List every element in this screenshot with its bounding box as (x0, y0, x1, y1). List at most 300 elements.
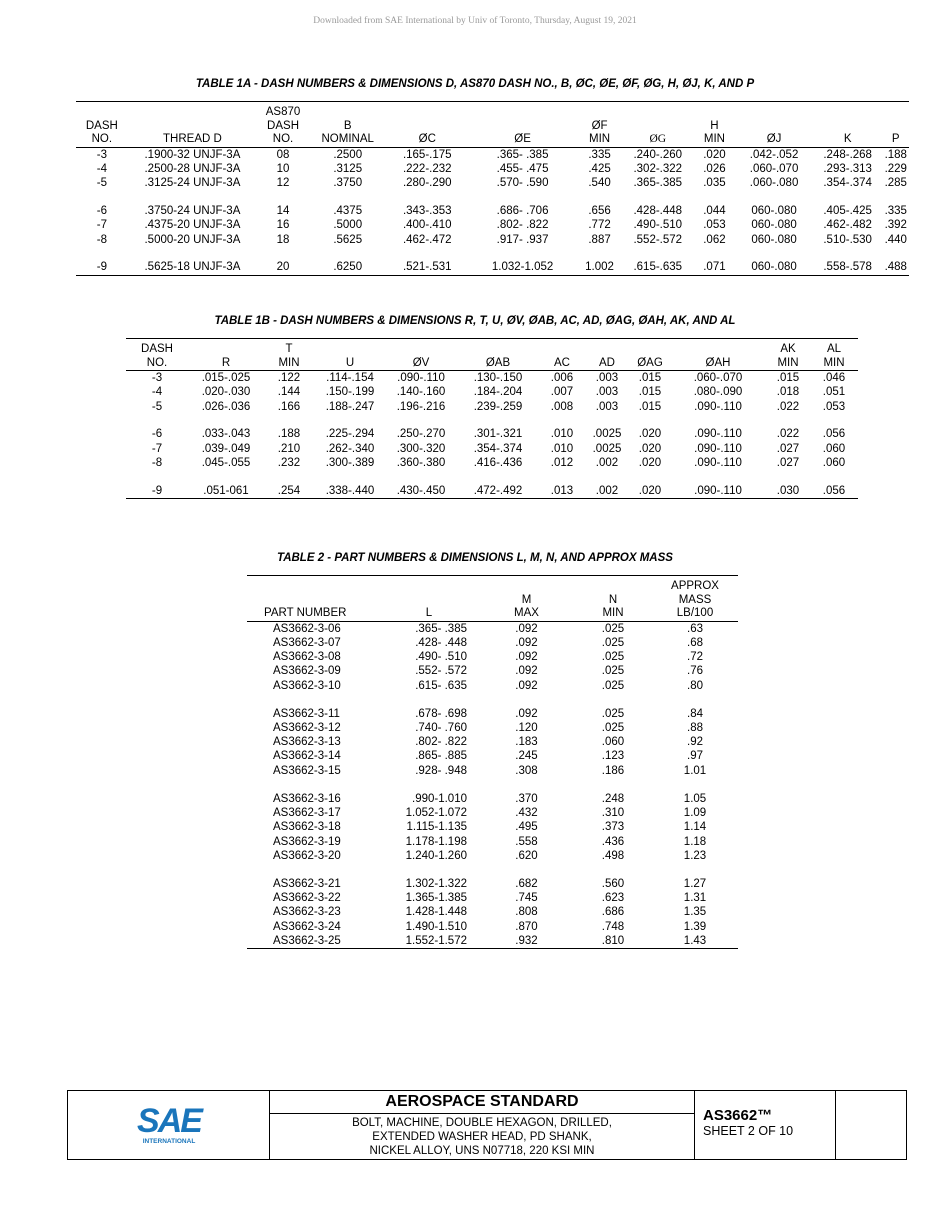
cell-ak: .022 (776, 400, 800, 413)
table-1b-header-t-1: T (264, 339, 314, 357)
cell-al: .046 (822, 372, 846, 384)
row-spacer-cell (247, 778, 738, 792)
cell-b: .6250 (309, 260, 387, 275)
cell-dash: -6 (96, 204, 107, 217)
table-1a-header-thread-d: THREAD D (128, 133, 257, 147)
cell-n: .025 (601, 721, 625, 734)
cell-r: .033-.043 (201, 428, 251, 441)
row-spacer-cell (76, 247, 909, 261)
cell-as870: 18 (276, 233, 290, 246)
table-row (126, 484, 858, 499)
cell-g: .552-.572 (633, 233, 683, 246)
cell-dash: -8 (96, 233, 107, 246)
row-spacer-cell (76, 190, 909, 204)
cell-as870: 12 (276, 177, 290, 190)
cell-f: .425 (588, 162, 611, 175)
cell-al: .051 (822, 386, 846, 399)
table-row (247, 905, 738, 919)
cell-l: 1.365-1.385 (405, 892, 467, 905)
cell-ak: .027 (776, 457, 800, 470)
cell-pn: AS3662-3-21 (273, 877, 341, 890)
cell-al: .053 (822, 400, 846, 413)
table-row (247, 920, 738, 934)
cell-dash: -4 (96, 162, 107, 175)
cell-r: .051-061 (188, 484, 264, 499)
cell-thread: .3750-24 UNJF-3A (144, 204, 241, 217)
cell-l: .678- .698 (415, 707, 467, 720)
cell-p: .229 (884, 162, 907, 175)
cell-m: .183 (515, 736, 538, 749)
cell-h: .026 (703, 162, 726, 175)
table-row (247, 721, 738, 735)
cell-ad: .003 (595, 386, 619, 399)
cell-ah: .090-.110 (694, 400, 742, 413)
cell-u: .300-.389 (325, 457, 375, 470)
row-spacer (247, 693, 738, 707)
cell-thread: .2500-28 UNJF-3A (144, 162, 241, 175)
table-row (76, 162, 909, 176)
table-row (247, 650, 738, 664)
row-spacer (126, 414, 858, 428)
cell-mass: .63 (687, 622, 703, 635)
cell-ac: .013 (540, 484, 584, 499)
cell-j: .060-.080 (749, 177, 799, 190)
cell-pn: AS3662-3-24 (273, 920, 341, 933)
table-2-header-l: L (379, 607, 479, 621)
table-2-header-part-number: PART NUMBER (247, 607, 379, 621)
table-1a-header-b-2: NOMINAL (309, 133, 387, 147)
cell-n: .060 (601, 736, 625, 749)
row-spacer (76, 247, 909, 261)
cell-b: .3125 (333, 162, 363, 175)
cell-k: .248-.268 (823, 148, 872, 161)
cell-thread: .4375-20 UNJF-3A (144, 219, 241, 232)
table-row (76, 204, 909, 218)
cell-h: .035 (703, 177, 726, 190)
cell-n: .623 (601, 892, 625, 905)
cell-k: .510-.530 (823, 233, 872, 246)
cell-dash: -3 (151, 372, 163, 384)
cell-ab: .239-.259 (473, 400, 523, 413)
cell-l: .865- .885 (415, 750, 467, 763)
cell-m: .120 (515, 721, 538, 734)
cell-v: .196-.216 (396, 400, 446, 413)
cell-m: .092 (515, 622, 538, 635)
table-1a-title: TABLE 1A - DASH NUMBERS & DIMENSIONS D, AS870 DASH NO., B, ØC, ØE, ØF, ØG, H, ØJ, K, AND P (195, 78, 755, 90)
table-1b-header-ak-1: AK (766, 339, 810, 357)
cell-n: .310 (601, 806, 625, 819)
cell-ac: .010 (550, 428, 574, 441)
table-1a-header-as870: AS870 (257, 102, 309, 120)
cell-ak: .018 (776, 386, 800, 399)
cell-ad: .003 (595, 372, 619, 384)
cell-mass: 1.09 (683, 806, 707, 819)
cell-pn: AS3662-3-15 (273, 764, 341, 777)
logo-cell (68, 1091, 270, 1159)
cell-m: .370 (515, 792, 538, 805)
table-1b-header-dash-2: NO. (126, 357, 188, 371)
cell-m: .432 (515, 806, 538, 819)
cell-u: .338-.440 (314, 484, 386, 499)
cell-k: .462-.482 (823, 219, 872, 232)
table-row (247, 891, 738, 905)
row-spacer (76, 190, 909, 204)
cell-n: .025 (601, 622, 625, 635)
cell-thread: .3125-24 UNJF-3A (144, 177, 241, 190)
sae-logo-subtext: INTERNATIONAL (142, 1138, 196, 1145)
table-1a-header-b-1: B (343, 119, 352, 132)
cell-n: .025 (601, 636, 625, 649)
table-row (247, 764, 738, 778)
cell-m: .308 (515, 764, 538, 777)
cell-as870: 16 (276, 219, 290, 232)
row-spacer-cell (247, 863, 738, 877)
cell-ah: .090-.110 (694, 442, 742, 455)
cell-m: .745 (515, 892, 538, 905)
table-row (76, 218, 909, 232)
cell-r: .039-.049 (201, 442, 251, 455)
table-1a-header-h-2: MIN (694, 133, 736, 147)
table-row (247, 636, 738, 650)
cell-j: .060-.070 (749, 162, 799, 175)
cell-m: .808 (515, 906, 538, 919)
cell-mass: .76 (687, 665, 703, 678)
cell-dash: -5 (151, 400, 163, 413)
cell-dash: -5 (96, 177, 107, 190)
cell-pn: AS3662-3-22 (273, 892, 341, 905)
table-1b-header-v: ØV (386, 357, 456, 371)
table-2-header-mass-3: LB/100 (652, 607, 738, 621)
table-row (76, 233, 909, 247)
table-row (247, 735, 738, 749)
cell-h: .062 (703, 233, 726, 246)
cell-dash: -4 (151, 386, 163, 399)
table-row (247, 934, 738, 949)
cell-dash: -8 (151, 457, 163, 470)
cell-n: .498 (601, 849, 625, 862)
cell-k: .354-.374 (823, 177, 872, 190)
table-1a-header-f-1: ØF (591, 119, 608, 132)
cell-m: .870 (515, 920, 538, 933)
cell-mass: 1.35 (683, 906, 707, 919)
cell-t: .210 (277, 442, 301, 455)
cell-mass: .97 (687, 750, 703, 763)
table-1b-header-al-1: AL (810, 339, 858, 357)
cell-e: .570- .590 (496, 177, 549, 190)
cell-ag: .020 (638, 457, 662, 470)
table-2-header-n-1: N (608, 593, 618, 606)
sheet-number: SHEET 2 OF 10 (703, 1124, 794, 1138)
cell-l: 1.552-1.572 (379, 934, 479, 949)
cell-as870: 08 (276, 148, 290, 161)
cell-dash: -7 (96, 219, 107, 232)
cell-mass: 1.31 (683, 892, 707, 905)
table-2-header-mass-2: MASS (678, 593, 712, 606)
table-2-header-m-1: M (521, 593, 532, 606)
cell-c: .222-.232 (402, 162, 452, 175)
cell-v: .360-.380 (396, 457, 446, 470)
cell-t: .232 (277, 457, 301, 470)
cell-f: .887 (588, 233, 611, 246)
cell-pn: AS3662-3-17 (273, 806, 341, 819)
cell-mass: .68 (687, 636, 703, 649)
cell-ab: .354-.374 (473, 442, 523, 455)
cell-mass: .80 (687, 679, 703, 692)
cell-mass: 1.27 (683, 877, 707, 890)
cell-u: .188-.247 (325, 400, 375, 413)
table-row (126, 456, 858, 470)
cell-ac: .007 (550, 386, 574, 399)
cell-n: .186 (601, 764, 625, 777)
cell-l: .615- .635 (415, 679, 467, 692)
table-1b-header-ah: ØAH (670, 357, 766, 371)
cell-v: .250-.270 (396, 428, 446, 441)
table-row (126, 442, 858, 456)
cell-u: .150-.199 (325, 386, 375, 399)
cell-r: .026-.036 (201, 400, 251, 413)
cell-u: .114-.154 (326, 372, 374, 384)
row-spacer (126, 470, 858, 484)
cell-g: .365-.385 (633, 177, 683, 190)
row-spacer-cell (247, 693, 738, 707)
table-1a-header-g: ØG (622, 133, 694, 147)
cell-pn: AS3662-3-08 (273, 651, 341, 664)
cell-c: .462-.472 (402, 233, 452, 246)
table-1b-header-r: R (188, 357, 264, 371)
cell-h: .020 (703, 148, 726, 161)
cell-ag: .020 (638, 428, 662, 441)
cell-mass: .84 (687, 707, 703, 720)
standard-description (270, 1114, 694, 1158)
cell-b: .3750 (333, 177, 363, 190)
row-spacer (247, 778, 738, 792)
cell-al: .056 (822, 428, 846, 441)
table-1b-header-ad: AD (584, 357, 630, 371)
table-row (76, 176, 909, 190)
cell-m: .092 (515, 636, 538, 649)
cell-ag: .020 (638, 442, 662, 455)
cell-pn: AS3662-3-09 (273, 665, 341, 678)
table-2-title: TABLE 2 - PART NUMBERS & DIMENSIONS L, M, N, AND APPROX MASS (277, 552, 673, 564)
table-1b-header-u: U (314, 357, 386, 371)
cell-dash: -3 (96, 148, 107, 161)
table-row (76, 147, 909, 162)
cell-n: .248 (601, 792, 625, 805)
cell-l: .552- .572 (415, 665, 467, 678)
cell-l: 1.302-1.322 (405, 877, 467, 890)
table-row (247, 621, 738, 636)
cell-l: 1.052-1.072 (405, 806, 467, 819)
cell-ah: .080-.090 (693, 386, 743, 399)
cell-ad: .0025 (592, 428, 622, 441)
cell-m: .245 (515, 750, 538, 763)
cell-mass: 1.01 (683, 764, 707, 777)
table-1a-header-e: ØE (468, 133, 577, 147)
cell-l: 1.428-1.448 (405, 906, 467, 919)
description-line: BOLT, MACHINE, DOUBLE HEXAGON, DRILLED, (352, 1117, 612, 1129)
cell-k: .405-.425 (823, 204, 872, 217)
cell-n: .025 (601, 679, 625, 692)
table-2-header-n-2: MIN (574, 607, 652, 621)
table-1b-header-t-2: MIN (264, 357, 314, 371)
table-row (126, 427, 858, 441)
cell-m: .092 (515, 707, 538, 720)
cell-c: .400-.410 (402, 219, 452, 232)
cell-mass: 1.05 (683, 792, 707, 805)
table-row (247, 792, 738, 806)
cell-n: .025 (601, 707, 625, 720)
cell-l: .990-1.010 (412, 792, 467, 805)
cell-p: .440 (884, 233, 907, 246)
cell-ac: .006 (550, 372, 574, 384)
table-1b-header-ac: AC (540, 357, 584, 371)
cell-ab: .301-.321 (473, 428, 523, 441)
cell-n: .373 (601, 821, 625, 834)
cell-m: .092 (515, 665, 538, 678)
cell-t: .122 (277, 372, 301, 384)
cell-ak: .027 (776, 442, 800, 455)
table-2-header-m-2: MAX (479, 607, 574, 621)
cell-j: 060-.080 (751, 233, 797, 246)
cell-v: .300-.320 (396, 442, 446, 455)
table-2 (247, 575, 738, 949)
table-row (247, 820, 738, 834)
table-1b-header-ab: ØAB (456, 357, 540, 371)
cell-k: .558-.578 (813, 260, 883, 275)
cell-mass: 1.39 (683, 920, 707, 933)
cell-j: 060-.080 (751, 204, 797, 217)
cell-ad: .003 (595, 400, 619, 413)
cell-ah: .090-.110 (694, 428, 742, 441)
table-row (76, 260, 909, 275)
cell-p: .392 (884, 219, 907, 232)
table-1b-header-ag: ØAG (630, 357, 670, 371)
table-1a-header-c: ØC (387, 133, 468, 147)
cell-ad: .0025 (592, 442, 622, 455)
cell-v: .430-.450 (386, 484, 456, 499)
cell-r: .045-.055 (201, 457, 251, 470)
cell-u: .262-.340 (325, 442, 375, 455)
table-1a-header-f-2: MIN (577, 133, 622, 147)
cell-m: .558 (515, 835, 538, 848)
cell-e: .686- .706 (496, 204, 549, 217)
cell-p: .335 (884, 204, 907, 217)
cell-j: 060-.080 (751, 219, 797, 232)
cell-thread: .1900-32 UNJF-3A (144, 148, 241, 161)
cell-pn: AS3662-3-20 (273, 849, 341, 862)
table-1b-header-ak-2: MIN (766, 357, 810, 371)
cell-l: .490- .510 (415, 651, 467, 664)
download-watermark: Downloaded from SAE International by Univ of Toronto, Thursday, August 19, 2021 (313, 16, 637, 26)
cell-n: .123 (601, 750, 625, 763)
cell-j: 060-.080 (735, 260, 813, 275)
cell-c: .280-.290 (402, 177, 452, 190)
cell-ab: .184-.204 (473, 386, 523, 399)
cell-as870: 14 (276, 204, 290, 217)
cell-f: .656 (588, 204, 611, 217)
cell-mass: .92 (687, 736, 703, 749)
cell-n: .810 (574, 934, 652, 949)
table-row (247, 849, 738, 863)
cell-ak: .030 (766, 484, 810, 499)
cell-e: .365- .385 (496, 148, 549, 161)
table-row (126, 385, 858, 399)
cell-al: .056 (810, 484, 858, 499)
sae-logo-icon (68, 1091, 269, 1159)
cell-dash: -7 (151, 442, 163, 455)
cell-ak: .022 (776, 428, 800, 441)
cell-t: .144 (277, 386, 301, 399)
cell-m: .932 (479, 934, 574, 949)
cell-ag: .015 (638, 372, 662, 384)
document-id (703, 1108, 793, 1139)
table-row (247, 707, 738, 721)
cell-ac: .010 (550, 442, 574, 455)
cell-mass: 1.18 (683, 835, 707, 848)
table-row (247, 749, 738, 763)
revision-box (835, 1091, 906, 1159)
sae-logo-text: SAE (137, 1102, 201, 1140)
cell-l: .740- .760 (415, 721, 467, 734)
cell-ab: .130-.150 (473, 372, 523, 384)
cell-ah: .090-.110 (694, 457, 742, 470)
cell-m: .495 (515, 821, 538, 834)
cell-pn: AS3662-3-06 (273, 622, 341, 635)
cell-as870: 10 (276, 162, 290, 175)
cell-r: .020-.030 (201, 386, 251, 399)
cell-pn: AS3662-3-12 (273, 721, 341, 734)
cell-pn: AS3662-3-16 (273, 792, 341, 805)
cell-h: .071 (694, 260, 736, 275)
cell-l: 1.490-1.510 (405, 920, 467, 933)
cell-n: .686 (601, 906, 625, 919)
table-1a-header-h-1: H (710, 119, 719, 132)
cell-u: .225-.294 (325, 428, 375, 441)
cell-e: .802- .822 (496, 219, 549, 232)
cell-p: .188 (884, 148, 907, 161)
cell-v: .140-.160 (396, 386, 446, 399)
cell-l: .928- .948 (415, 764, 467, 777)
cell-l: .802- .822 (415, 736, 467, 749)
cell-ag: .015 (638, 386, 662, 399)
table-1a-header-j: ØJ (735, 133, 813, 147)
cell-dash: -9 (126, 484, 188, 499)
cell-mass: 1.23 (683, 849, 707, 862)
table-1a (76, 101, 909, 276)
cell-ah: .090-.110 (670, 484, 766, 499)
cell-m: .682 (515, 877, 538, 890)
table-1b-header-dash-1: DASH (126, 339, 188, 357)
row-spacer (247, 863, 738, 877)
cell-n: .560 (601, 877, 625, 890)
cell-n: .025 (601, 665, 625, 678)
cell-r: .015-.025 (201, 372, 251, 384)
cell-n: .436 (601, 835, 625, 848)
cell-al: .060 (822, 442, 846, 455)
table-1b-header-al-2: MIN (810, 357, 858, 371)
cell-m: .092 (515, 651, 538, 664)
cell-pn: AS3662-3-07 (273, 636, 341, 649)
cell-ak: .015 (776, 372, 800, 384)
row-spacer-cell (126, 470, 858, 484)
cell-c: .165-.175 (402, 148, 452, 161)
cell-g: .302-.322 (633, 162, 683, 175)
cell-g: .615-.635 (622, 260, 694, 275)
cell-h: .053 (703, 219, 726, 232)
cell-thread: .5000-20 UNJF-3A (144, 233, 241, 246)
cell-e: .917- .937 (496, 233, 549, 246)
table-row (247, 835, 738, 849)
